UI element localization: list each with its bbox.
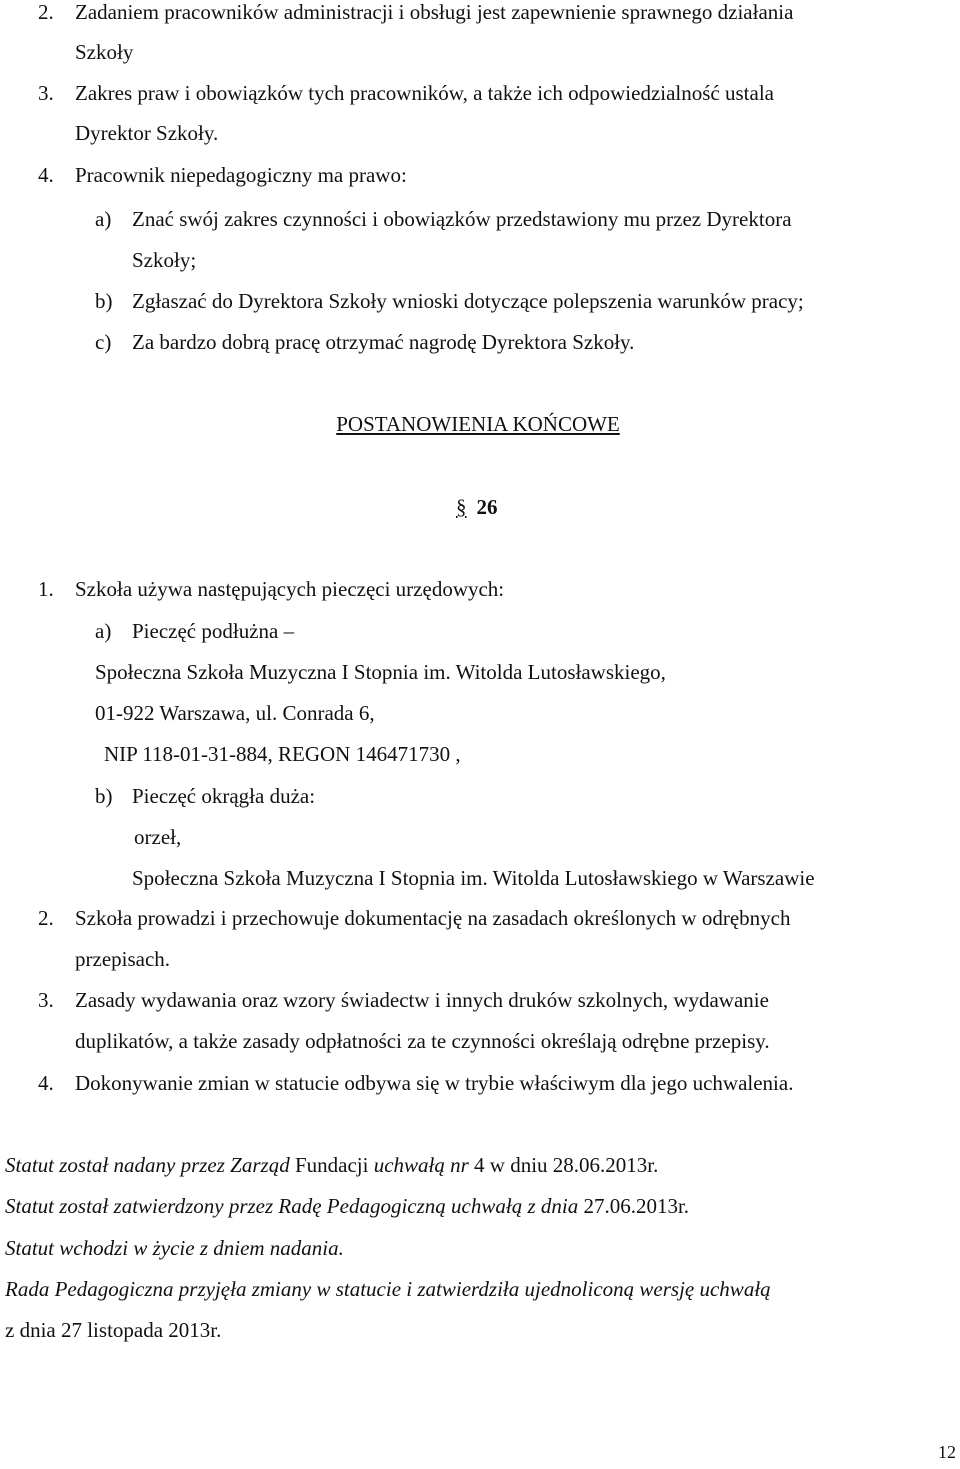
list-item-text: duplikatów, a także zasady odpłatności za te czynności określają odrębne przepisy. — [75, 1029, 770, 1053]
footer-note-date: z dnia 27 listopada 2013r. — [5, 1318, 222, 1342]
seal-letter: a) — [95, 619, 112, 643]
sub-item-letter: b) — [95, 289, 113, 313]
list-item-text: Zadaniem pracowników administracji i obsługi jest zapewnienie sprawnego działania — [75, 0, 794, 24]
page-number: 12 — [938, 1442, 956, 1462]
seal-line: Społeczna Szkoła Muzyczna I Stopnia im. Witolda Lutosławskiego, — [95, 660, 666, 684]
seal-line: Społeczna Szkoła Muzyczna I Stopnia im. Witolda Lutosławskiego w Warszawie — [132, 866, 815, 890]
sub-item-letter: c) — [95, 330, 112, 354]
list-item-text: Dokonywanie zmian w statucie odbywa się w trybie właściwym dla jego uchwalenia. — [75, 1071, 794, 1095]
seal-title: Pieczęć okrągła duża: — [132, 784, 316, 808]
list-number: 3. — [38, 988, 54, 1012]
seal-line: 01-922 Warszawa, ul. Conrada 6, — [95, 701, 375, 725]
list-number: 4. — [38, 163, 54, 187]
list-item-text: Dyrektor Szkoły. — [75, 121, 219, 145]
paragraph-number: 26 — [476, 495, 498, 519]
list-item-text: Szkoła prowadzi i przechowuje dokumentację na zasadach określonych w odrębnych — [75, 906, 791, 930]
seal-letter: b) — [95, 784, 113, 808]
seal-line: orzeł, — [134, 825, 182, 849]
list-number: 1. — [38, 577, 54, 601]
list-number: 4. — [38, 1071, 54, 1095]
footer-note-approval: Statut został zatwierdzony przez Radę Pedagogiczną uchwałą z dnia 27.06.2013r. — [5, 1194, 690, 1218]
footer-note-amendment: Rada Pedagogiczna przyjęła zmiany w statucie i zatwierdziła ujednoliconą wersję uchwałą — [5, 1277, 771, 1301]
section-heading: POSTANOWIENIA KOŃCOWE — [336, 412, 620, 436]
list-item-text: Szkoła używa następujących pieczęci urzędowych: — [75, 577, 505, 601]
list-item-text: przepisach. — [75, 947, 171, 971]
footer-note-adoption: Statut został nadany przez Zarząd Fundacji uchwałą nr 4 w dniu 28.06.2013r. — [5, 1153, 659, 1177]
paragraph-symbol: § — [456, 495, 467, 519]
sub-item-text: Za bardzo dobrą pracę otrzymać nagrodę Dyrektora Szkoły. — [132, 330, 635, 354]
paragraph-marker — [456, 494, 498, 520]
sub-item-text: Zgłaszać do Dyrektora Szkoły wnioski dotyczące polepszenia warunków pracy; — [132, 289, 804, 313]
seal-line: NIP 118-01-31-884, REGON 146471730 , — [104, 742, 461, 766]
list-number: 3. — [38, 81, 54, 105]
list-item-text: Zasady wydawania oraz wzory świadectw i innych druków szkolnych, wydawanie — [75, 988, 769, 1012]
list-number: 2. — [38, 906, 54, 930]
list-item-text: Zakres praw i obowiązków tych pracowników, a także ich odpowiedzialność ustala — [75, 81, 774, 105]
list-number: 2. — [38, 0, 54, 24]
footer-note-effective: Statut wchodzi w życie z dniem nadania. — [5, 1236, 344, 1260]
sub-item-text: Znać swój zakres czynności i obowiązków przedstawiony mu przez Dyrektora — [132, 207, 792, 231]
sub-item-text: Szkoły; — [132, 248, 197, 272]
list-item-text: Szkoły — [75, 40, 134, 64]
list-item-text: Pracownik niepedagogiczny ma prawo: — [75, 163, 407, 187]
sub-item-letter: a) — [95, 207, 112, 231]
seal-title: Pieczęć podłużna – — [132, 619, 295, 643]
